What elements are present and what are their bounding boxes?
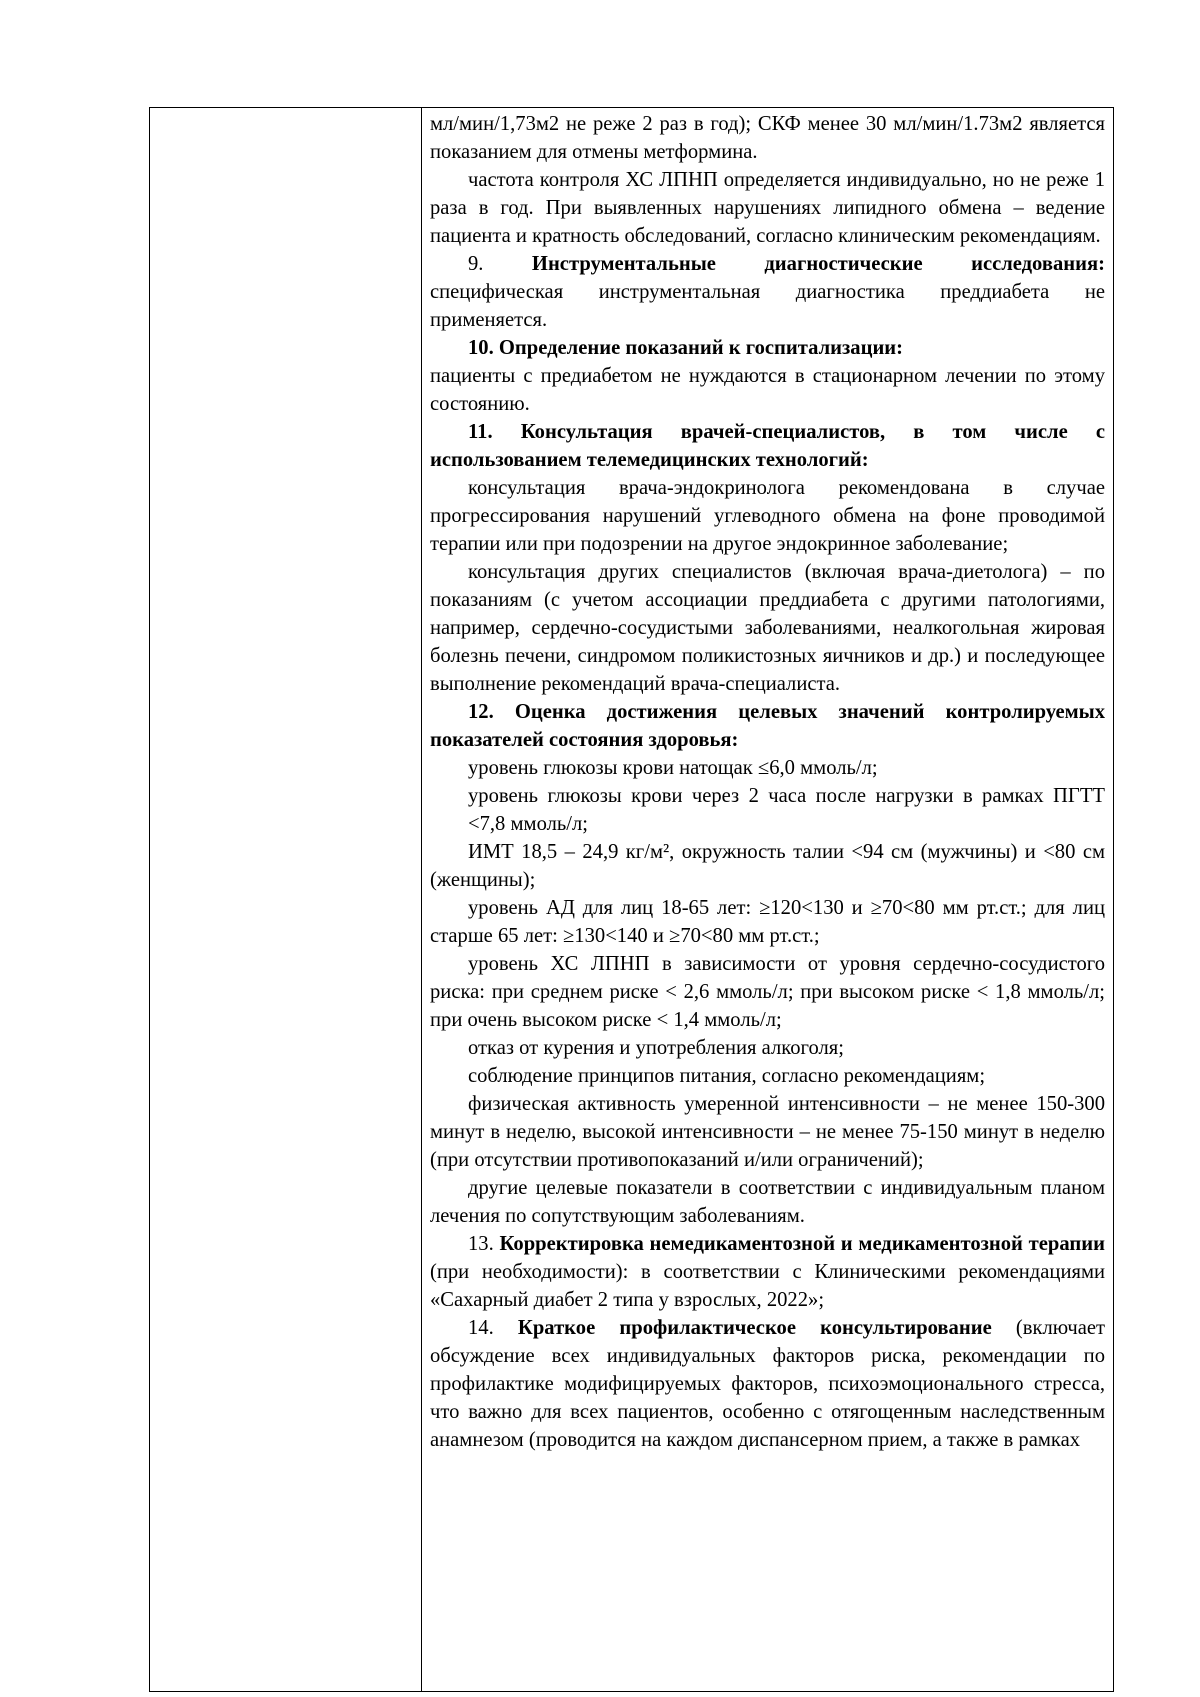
section-heading: Корректировка немедикаментозной и медикаментозной терапии	[499, 1233, 1105, 1255]
section-heading: Краткое профилактическое консультирование	[517, 1317, 992, 1339]
section-13: 13. Корректировка немедикаментозной и медикаментозной терапии (при необходимости): в соответствии с Клиническими рекомендациями «Сахарный диабет 2 типа у взрослых, 2022»;	[430, 1233, 1105, 1311]
list-item: отказ от курения и употребления алкоголя;	[468, 1037, 844, 1059]
list-item: ИМТ 18,5 – 24,9 кг/м², окружность талии <94 см (мужчины) и <80 см (женщины);	[430, 841, 1105, 891]
section-number: 10.	[468, 337, 494, 359]
paragraph: мл/мин/1,73м2 не реже 2 раз в год); СКФ менее 30 мл/мин/1.73м2 является показанием для отмены метформина.	[430, 113, 1105, 163]
list-item: соблюдение принципов питания, согласно рекомендациям;	[468, 1065, 986, 1087]
section-number: 13.	[468, 1233, 494, 1255]
section-number: 14.	[468, 1317, 494, 1339]
paragraph: консультация других специалистов (включая врача-диетолога) – по показаниям (с учетом ассоциации преддиабета с другими патологиями, например, сердечно-сосудистыми заболеваниями, неалкогольная жировая болезнь печени, синдромом поликистозных яичников и др.) и последующее выполнение рекомендаций врача-специалиста.	[430, 561, 1105, 695]
table-left-cell	[150, 108, 422, 1691]
paragraph: частота контроля ХС ЛПНП определяется индивидуально, но не реже 1 раза в год. При выявленных нарушениях липидного обмена – ведение пациента и кратность обследований, согласно клиническим рекомендациям.	[430, 169, 1105, 247]
section-12	[430, 698, 1105, 754]
list-item: уровень глюкозы крови натощак ≤6,0 ммоль/л;	[468, 757, 878, 779]
section-14: 14. Краткое профилактическое консультирование (включает обсуждение всех индивидуальных факторов риска, рекомендации по профилактике модифицируемых факторов, психоэмоционального стресса, что важно для всех пациентов, особенно с отягощенным наследственным анамнезом (проводится на каждом диспансерном прием, а также в рамках	[430, 1317, 1106, 1451]
section-9: 9. Инструментальные диагностические исследования: специфическая инструментальная диагностика преддиабета не применяется.	[430, 253, 1105, 331]
section-heading: Оценка достижения целевых значений контролируемых показателей состояния здоровья:	[430, 701, 1105, 751]
list-item: уровень ХС ЛПНП в зависимости от уровня сердечно-сосудистого риска: при среднем риске < 2,6 ммоль/л; при высоком риске < 1,8 ммоль/л; при очень высоком риске < 1,4 ммоль/л;	[430, 953, 1105, 1031]
section-11	[430, 418, 1105, 474]
section-number: 12.	[468, 701, 494, 723]
paragraph: консультация врача-эндокринолога рекомендована в случае прогрессирования нарушений углеводного обмена на фоне проводимой терапии или при подозрении на другое эндокринное заболевание;	[430, 477, 1105, 555]
paragraph: пациенты с предиабетом не нуждаются в стационарном лечении по этому состоянию.	[430, 365, 1105, 415]
list-item: уровень глюкозы крови через 2 часа после нагрузки в рамках ПГТТ <7,8 ммоль/л;	[468, 785, 1105, 835]
document-table	[149, 107, 1114, 1692]
list-item: уровень АД для лиц 18-65 лет: ≥120<130 и ≥70<80 мм рт.ст.; для лиц старше 65 лет: ≥130<140 и ≥70<80 мм рт.ст.;	[430, 897, 1105, 947]
section-10	[430, 334, 1105, 362]
section-heading: Консультация врачей-специалистов, в том числе с использованием телемедицинских технологий:	[430, 421, 1105, 471]
table-right-cell	[422, 108, 1113, 1691]
list-item: физическая активность умеренной интенсивности – не менее 150-300 минут в неделю, высокой интенсивности – не менее 75-150 минут в неделю (при отсутствии противопоказаний и/или ограничений);	[430, 1093, 1105, 1171]
section-heading: Определение показаний к госпитализации:	[498, 337, 904, 359]
section-number: 9.	[468, 253, 484, 275]
list-item: другие целевые показатели в соответствии с индивидуальным планом лечения по сопутствующим заболеваниям.	[430, 1177, 1105, 1227]
section-heading: Инструментальные диагностические исследования:	[531, 253, 1105, 275]
section-number: 11.	[468, 421, 493, 443]
